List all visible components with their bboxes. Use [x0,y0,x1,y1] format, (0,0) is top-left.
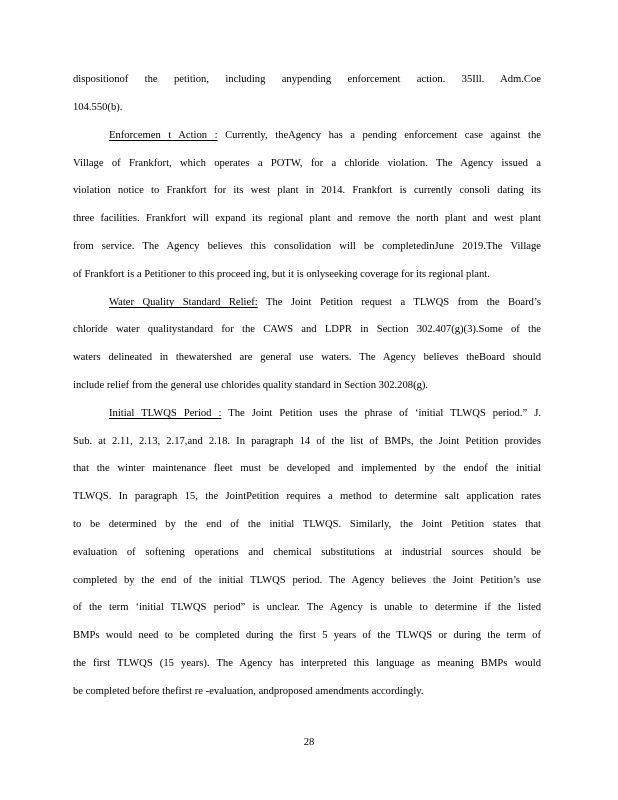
heading-initial-tlwqs-period: Initial TLWQS Period : [109,408,222,419]
heading-enforcement-action: Enforcemen t Action : [109,130,218,141]
text-line: Sub. at 2.11, 2.13, 2.17,and 2.18. In paragraph 14 of the list of BMPs, the Joint Petition provides [73,436,541,447]
text-segment: Currently, theAgency has a pending enforcement case against the [225,130,541,141]
text-line: be completed before thefirst re -evaluation, andproposed amendments accordingly. [73,686,424,697]
page-number: 28 [303,737,315,748]
text-line: chloride water qualitystandard for the CAWS and LDPR in Section 302.407(g)(3).Some of the [73,324,541,335]
heading-water-quality-standard-relief: Water Quality Standard Relief: [109,297,258,308]
text-line: evaluation of softening operations and chemical substitutions at industrial sources should be [73,547,541,558]
text-line: that the winter maintenance fleet must be developed and implemented by the endof the initial [73,463,541,474]
text-line: BMPs would need to be completed during the first 5 years of the TLWQS or during the term of [73,630,541,641]
text-line: from service. The Agency believes this consolidation will be completedinJune 2019.The Village [73,241,541,252]
text-line: of Frankfort is a Petitioner to this proceed ing, but it is onlyseeking coverage for its regional plant. [73,269,490,280]
text-segment: The Joint Petition request a TLWQS from the Board’s [265,297,541,308]
text-line: completed by the end of the initial TLWQS period. The Agency believes the Joint Petition’s use [73,575,541,586]
paragraph-line-water-quality [109,296,541,310]
text-segment: The Joint Petition uses the phrase of ‘initial TLWQS period.” J. [228,408,541,419]
text-line: of the term ‘initial TLWQS period” is unclear. The Agency is unable to determine if the listed [73,602,541,613]
text-line: the first TLWQS (15 years). The Agency has interpreted this language as meaning BMPs would [73,658,541,669]
text-line: violation notice to Frankfort for its west plant in 2014. Frankfort is currently consoli dating its [73,185,541,196]
text-line: dispositionof the petition, including anypending enforcement action. 35Ill. Adm.Coe [73,74,541,85]
text-line: TLWQS. In paragraph 15, the JointPetition requires a method to determine salt application rates [73,491,541,502]
paragraph-line-initial-tlwqs [109,407,541,421]
text-line: include relief from the general use chlorides quality standard in Section 302.208(g). [73,380,429,391]
text-line: waters delineated in thewatershed are general use waters. The Agency believes theBoard should [73,352,541,363]
text-line: 104.550(b). [73,102,123,113]
text-line: three facilities. Frankfort will expand its regional plant and remove the north plant and west plant [73,213,541,224]
paragraph-line-enforcement [109,129,541,143]
text-line: Village of Frankfort, which operates a POTW, for a chloride violation. The Agency issued a [73,158,541,169]
text-line: to be determined by the end of the initial TLWQS. Similarly, the Joint Petition states that [73,519,541,530]
